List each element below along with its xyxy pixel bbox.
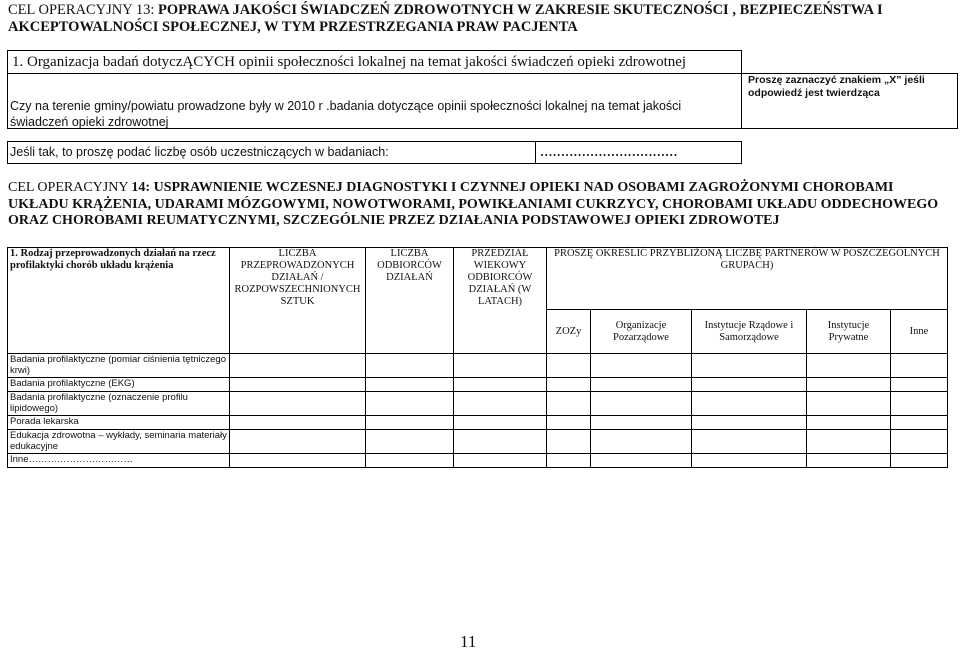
goal-14-prefix: CEL OPERACYJNY: [8, 180, 128, 195]
row-label: Badania profilaktyczne (oznaczenie profilu lipidowego): [8, 392, 230, 416]
header-activity-type: 1. Rodzaj przeprowadzonych działań na rzecz profilaktyki chorób układu krążenia: [8, 248, 230, 354]
cell[interactable]: [366, 354, 454, 378]
cell[interactable]: [454, 416, 547, 430]
row-label: Badania profilaktyczne (EKG): [8, 378, 230, 392]
cell[interactable]: [547, 454, 591, 468]
header-age-range: PRZEDZIAŁ WIEKOWY ODBIORCÓW DZIAŁAŃ (W LATACH): [454, 248, 547, 354]
cell[interactable]: [692, 392, 807, 416]
cell[interactable]: [891, 416, 948, 430]
cell[interactable]: [230, 392, 366, 416]
header-recipients: LICZBA ODBIORCÓW DZIAŁAŃ: [366, 248, 454, 354]
cell[interactable]: [230, 430, 366, 454]
page-number: 11: [460, 632, 477, 651]
cell[interactable]: [366, 378, 454, 392]
cell[interactable]: [547, 354, 591, 378]
cell[interactable]: [591, 430, 692, 454]
cell[interactable]: [692, 378, 807, 392]
cell[interactable]: [692, 354, 807, 378]
goal-14-number: 14:: [131, 180, 151, 195]
cell[interactable]: [230, 454, 366, 468]
table-row: [8, 430, 948, 454]
table-row: [8, 354, 948, 378]
table-row: [8, 378, 948, 392]
cell[interactable]: [366, 392, 454, 416]
row-label: Badania profilaktyczne (pomiar ciśnienia tętniczego krwi): [8, 354, 230, 378]
cell[interactable]: [807, 392, 891, 416]
section-1-title: 1. Organizacja badań dotyczĄCYCH opinii społeczności lokalnej na temat jakości świadczeń opieki zdrowotnej: [7, 50, 742, 74]
cell[interactable]: [591, 392, 692, 416]
cell[interactable]: [591, 416, 692, 430]
if-yes-label: Jeśli tak, to proszę podać liczbę osób uczestniczących w badaniach:: [7, 141, 536, 164]
cell[interactable]: [454, 454, 547, 468]
cell[interactable]: [547, 430, 591, 454]
partner-other: Inne: [891, 310, 948, 354]
cell[interactable]: [591, 378, 692, 392]
cell[interactable]: [454, 378, 547, 392]
cell[interactable]: [366, 416, 454, 430]
cell[interactable]: [891, 354, 948, 378]
section-1: [7, 50, 958, 182]
cell[interactable]: [891, 430, 948, 454]
goal-13-text: POPRAWA JAKOŚCI ŚWIADCZEŃ ZDROWOTNYCH W ZAKRESIE SKUTECZNOŚCI , BEZPIECZEŃSTWA I AKCEPTOWALNOŚCI SPOŁECZNEJ, W TYM PRZESTRZEGANIA PRAW PACJENTA: [8, 2, 883, 35]
header-count: LICZBA PRZEPROWADZONYCH DZIAŁAŃ / ROZPOWSZECHNIONYCH SZTUK: [230, 248, 366, 354]
cell[interactable]: [692, 430, 807, 454]
table-row: [8, 416, 948, 430]
cell[interactable]: [230, 416, 366, 430]
cell[interactable]: [807, 378, 891, 392]
cell[interactable]: [807, 430, 891, 454]
partner-government: Instytucje Rządowe i Samorządowe: [692, 310, 807, 354]
partner-private: Instytucje Prywatne: [807, 310, 891, 354]
prevention-activities-table: [7, 247, 948, 468]
participants-count-field[interactable]: ……………………………: [535, 141, 742, 164]
goal-14-text: USPRAWNIENIE WCZESNEJ DIAGNOSTYKI I CZYNNEJ OPIEKI NAD OSOBAMI ZAGROŻONYMI CHOROBAMI UKŁADU KRĄŻENIA, UDARAMI MÓZGOWYMI, NOWOTWORAMI, POWIKŁANIAMI CUKRZYCY, CHOROBAMI UKŁADU ODDECHOWEGO ORAZ CHOROBAMI REUMATYCZNYMI, SZCZEGÓLNIE PRZEZ DZIAŁANIA PODSTAWOWEJ OPIEKI ZDROWOTEJ: [8, 180, 939, 228]
cell[interactable]: [454, 392, 547, 416]
cell[interactable]: [692, 416, 807, 430]
cell[interactable]: [591, 354, 692, 378]
cell[interactable]: [807, 354, 891, 378]
goal-14-heading: [8, 180, 953, 230]
cell[interactable]: [891, 454, 948, 468]
cell[interactable]: [547, 416, 591, 430]
cell[interactable]: [230, 354, 366, 378]
cell[interactable]: [807, 416, 891, 430]
table-row: [8, 392, 948, 416]
goal-13-heading: [8, 2, 953, 35]
cell[interactable]: [547, 392, 591, 416]
row-label: Edukacja zdrowotna – wykłady, seminaria materiały edukacyjne: [8, 430, 230, 454]
cell[interactable]: [591, 454, 692, 468]
cell[interactable]: [547, 378, 591, 392]
partner-zozy: ZOZy: [547, 310, 591, 354]
cell[interactable]: [454, 430, 547, 454]
section-1-question: Czy na terenie gminy/powiatu prowadzone były w 2010 r .badania dotyczące opinii społeczności lokalnej na temat jakości świadczeń opieki zdrowotnej: [7, 73, 742, 129]
goal-13-prefix: CEL OPERACYJNY 13:: [8, 2, 155, 18]
cell[interactable]: [454, 354, 547, 378]
cell[interactable]: [807, 454, 891, 468]
cell[interactable]: [692, 454, 807, 468]
answer-hint: Proszę zaznaczyć znakiem „X” jeśli odpowiedź jest twierdząca: [748, 74, 925, 99]
header-partners: PROSZĘ OKREŚLIĆ PRZYBLIŻONĄ LICZBĘ PARTNERÓW W POSZCZEGÓLNYCH GRUPACH): [547, 248, 948, 310]
row-label: Porada lekarska: [8, 416, 230, 430]
row-label: Inne……………………………: [8, 454, 230, 468]
section-1-answer-box[interactable]: [741, 73, 958, 129]
cell[interactable]: [366, 454, 454, 468]
cell[interactable]: [891, 392, 948, 416]
cell[interactable]: [891, 378, 948, 392]
cell[interactable]: [366, 430, 454, 454]
partner-ngo: Organizacje Pozarządowe: [591, 310, 692, 354]
cell[interactable]: [230, 378, 366, 392]
table-row: [8, 454, 948, 468]
